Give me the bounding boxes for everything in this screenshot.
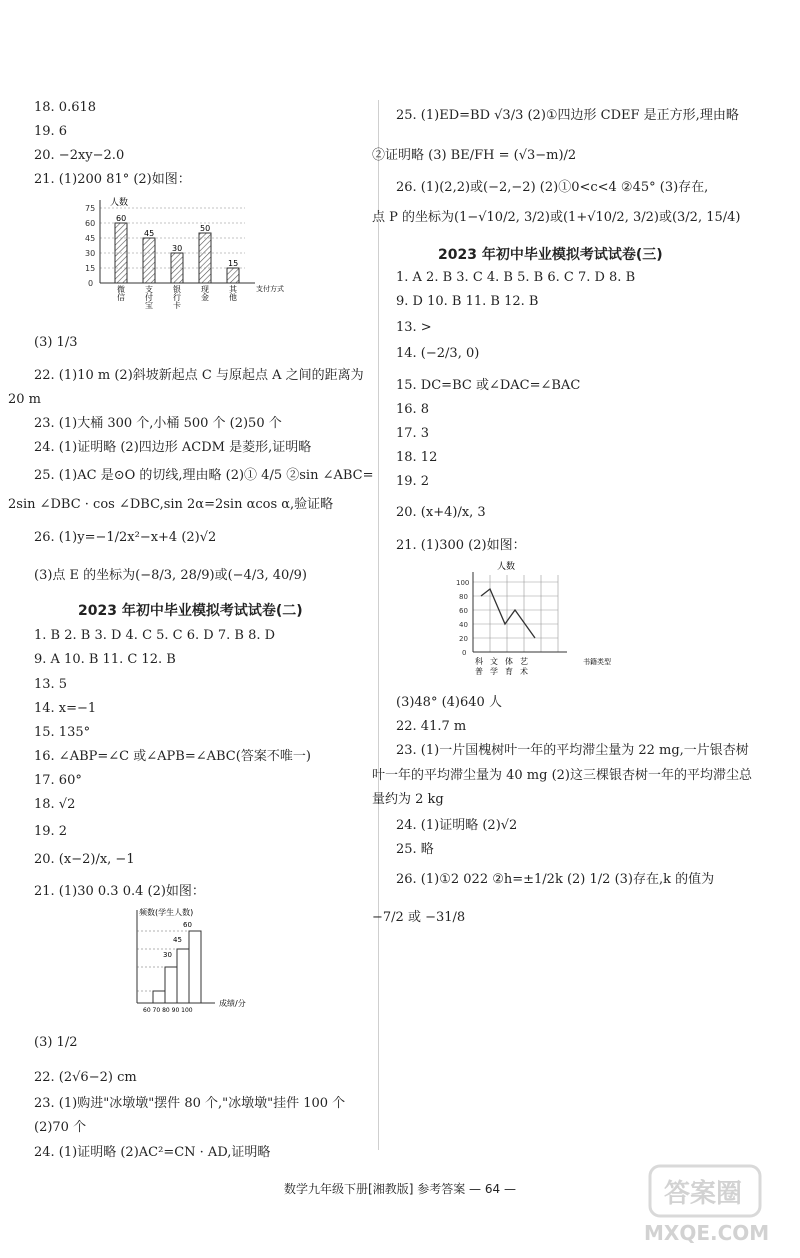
answer-line: 1. A 2. B 3. C 4. B 5. B 6. C 7. D 8. B [396,270,636,285]
answer-line: 20. (x−2)/x, −1 [34,852,135,867]
answer-line: 24. (1)证明略 (2)AC²=CN · AD,证明略 [34,1145,271,1160]
chart1-bar [171,253,183,283]
page-footer: 数学九年级下册[湘教版] 参考答案 — 64 — [284,1182,516,1196]
chart1-category-label: 微 [117,285,125,294]
watermark-logo [630,1158,780,1248]
answer-line: (3) 1/3 [34,335,78,350]
chart1-category-label: 支 [145,285,153,294]
chart1-bar-value: 30 [172,244,183,253]
answer-line: 点 P 的坐标为(1−√10/2, 3/2)或(1+√10/2, 3/2)或(3/2, 15/4) [372,210,741,225]
chart1-category-label: 行 [173,293,181,302]
answer-line: 18. 12 [396,450,438,465]
answer-line: 22. (2√6−2) cm [34,1070,137,1085]
chart1-bar [227,268,239,283]
chart1-ytick: 60 [85,219,96,228]
chart1-xlabel: 支付方式 [256,285,284,293]
answer-line: 14. x=−1 [34,701,97,716]
chart3-category-label: 文 [490,657,498,666]
answer-line: 20 m [8,392,42,407]
answer-line: 18. √2 [34,797,76,812]
chart1-bar [115,223,127,283]
answer-line: (3) 1/2 [34,1035,78,1050]
answer-line: 量约为 2 kg [372,792,444,807]
line-chart-books [455,560,635,680]
answer-line: 9. D 10. B 11. B 12. B [396,294,539,309]
chart1-category-label: 现 [201,285,209,294]
answer-line: 22. 41.7 m [396,719,467,734]
chart1-ytick: 0 [88,279,94,288]
answer-line: 21. (1)300 (2)如图： [396,538,526,553]
chart1-ytick: 75 [85,204,96,213]
answer-line: 25. (1)ED=BD √3/3 (2)①四边形 CDEF 是正方形,理由略 [396,108,739,123]
chart3-ytick: 100 [456,579,470,587]
chart1-ylabel: 人数 [110,198,129,208]
answer-line: ②证明略 (3) BE/FH = (√3−m)/2 [372,148,577,163]
chart1-bar [143,238,155,283]
answer-line: 17. 3 [396,426,430,441]
answer-line: 叶一年的平均滞尘量为 40 mg (2)这三棵银杏树一年的平均滞尘总 [372,768,753,783]
answer-line: 16. ∠ABP=∠C 或∠APB=∠ABC(答案不唯一) [34,749,311,764]
chart2-bar [177,949,189,1003]
chart3-ytick: 80 [459,593,468,601]
chart3-category-label: 学 [490,667,498,676]
answer-line: 9. A 10. B 11. C 12. B [34,652,176,667]
chart2-bar-label: 45 [173,936,182,944]
chart3-ylabel: 人数 [497,562,516,572]
chart1-bar [199,233,211,283]
chart2-bar-label: 60 [183,921,192,929]
answer-line: 20. (x+4)/x, 3 [396,505,486,520]
chart1-category-label: 信 [117,293,125,302]
answer-line: 26. (1)①2 022 ②h=±1/2k (2) 1/2 (3)存在,k 的值为 [396,872,715,887]
chart1-bar-value: 60 [116,214,127,223]
chart1-bar-value: 50 [200,224,211,233]
chart3-category-label: 普 [475,667,483,676]
answer-line: 16. 8 [396,402,430,417]
answer-line: (3)48° (4)640 人 [396,695,502,710]
chart1-category-label: 卡 [173,301,181,310]
column-divider [378,100,379,1150]
bar-chart-payment [80,195,284,315]
chart3-ytick: 0 [462,649,467,657]
chart1-bar-value: 45 [144,229,155,238]
chart2-bar [153,991,165,1003]
chart2-bar [165,967,177,1003]
chart3-category-label: 艺 [520,657,528,666]
section-heading-3: 2023 年初中毕业模拟考试试卷(三) [438,247,663,263]
answer-line: 2sin ∠DBC · cos ∠DBC,sin 2α=2sin αcos α,验证略 [8,497,334,512]
answer-line: −7/2 或 −31/8 [372,910,466,925]
answer-line: 1. B 2. B 3. D 4. C 5. C 6. D 7. B 8. D [34,628,276,643]
chart1-bar-value: 15 [228,259,239,268]
answer-line: 17. 60° [34,773,82,788]
answer-line: 25. (1)AC 是⊙O 的切线,理由略 (2)① 4/5 ②sin ∠ABC= [34,468,374,483]
chart3-xlabel: 书籍类型 [583,658,611,666]
answer-line: 23. (1)大桶 300 个,小桶 500 个 (2)50 个 [34,416,282,431]
answer-line: 14. (−2/3, 0) [396,346,480,361]
chart1-category-label: 付 [145,293,153,302]
histogram-scores [125,905,275,1015]
answer-line: 21. (1)30 0.3 0.4 (2)如图： [34,884,205,899]
chart2-xticks: 60 70 80 90 100 [143,1007,193,1014]
watermark-text-top: 答案圈 [664,1179,743,1209]
chart1-category-label: 金 [201,293,209,302]
chart1-ytick: 15 [85,264,96,273]
answer-line: 20. −2xy−2.0 [34,148,125,163]
chart1-category-label: 银 [173,285,181,294]
answer-line: 23. (1)一片国槐树叶一年的平均滞尘量为 22 mg,一片银杏树 [396,743,749,758]
answer-line: 23. (1)购进"冰墩墩"摆件 80 个,"冰墩墩"挂件 100 个 [34,1096,346,1111]
answer-line: 19. 6 [34,124,68,139]
chart1-category-label: 他 [229,293,237,302]
chart1-ytick: 30 [85,249,96,258]
answer-line: 13. 5 [34,677,68,692]
chart1-category-label: 其 [229,285,237,294]
answer-line: (3)点 E 的坐标为(−8/3, 28/9)或(−4/3, 40/9) [34,568,308,583]
chart2-xlabel: 成绩/分 [219,999,246,1008]
chart3-category-label: 育 [505,667,513,676]
chart2-bar [189,931,201,1003]
chart2-bar-label: 30 [163,951,172,959]
chart2-ylabel: 频数(学生人数) [139,908,194,917]
answer-line: 15. DC=BC 或∠DAC=∠BAC [396,378,581,393]
answer-line: 24. (1)证明略 (2)√2 [396,818,518,833]
section-heading-2: 2023 年初中毕业模拟考试试卷(二) [78,603,303,619]
chart3-category-label: 体 [505,657,513,666]
answer-line: 13. > [396,320,432,335]
chart3-ytick: 40 [459,621,468,629]
chart3-category-label: 科 [475,657,483,666]
answer-line: 26. (1)y=−1/2x²−x+4 (2)√2 [34,530,217,545]
watermark-text-bottom: MXQE.COM [644,1221,770,1245]
answer-line: 21. (1)200 81° (2)如图： [34,172,191,187]
answer-line: 24. (1)证明略 (2)四边形 ACDM 是菱形,证明略 [34,440,312,455]
answer-line: 19. 2 [396,474,430,489]
answer-line: 18. 0.618 [34,100,97,115]
chart1-category-label: 宝 [145,301,153,310]
answer-line: 26. (1)(2,2)或(−2,−2) (2)①0<c<4 ②45° (3)存在, [396,180,709,195]
answer-line: 19. 2 [34,824,68,839]
answer-line: 22. (1)10 m (2)斜坡新起点 C 与原起点 A 之间的距离为 [34,368,364,383]
answer-line: (2)70 个 [34,1120,87,1135]
answer-line: 15. 135° [34,725,91,740]
answer-line: 25. 略 [396,842,434,857]
chart3-category-label: 术 [520,667,528,676]
chart3-ytick: 20 [459,635,468,643]
chart1-ytick: 45 [85,234,96,243]
chart3-ytick: 60 [459,607,468,615]
